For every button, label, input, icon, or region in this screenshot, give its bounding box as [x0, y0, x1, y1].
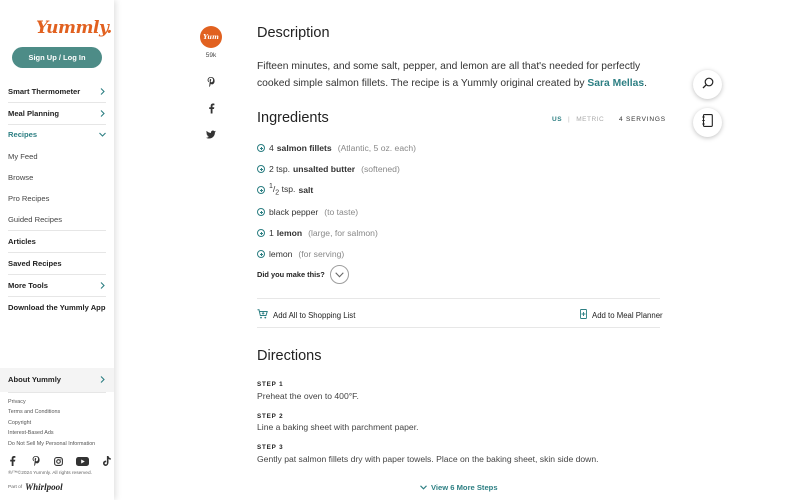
copyright-link[interactable]: Copyright	[8, 420, 32, 426]
divider	[257, 327, 660, 328]
add-to-meal-planner-button[interactable]	[580, 309, 663, 321]
ingredient-qty: $^1/_2$ tsp.	[269, 183, 296, 197]
add-ingredient-icon[interactable]	[257, 186, 265, 194]
ingredient-row[interactable]	[257, 205, 358, 219]
ingredient-note: (Atlantic, 5 oz. each)	[337, 143, 417, 153]
author-link[interactable]: Sara Mellas	[587, 78, 645, 89]
pinterest-icon[interactable]	[30, 456, 41, 466]
sidebar-item-guided-recipes[interactable]	[8, 209, 106, 230]
sidebar-item-articles[interactable]	[8, 231, 106, 252]
view-more-steps-button[interactable]	[420, 483, 498, 492]
shopping-list-label: Add All to Shopping List	[273, 310, 356, 320]
ingredient-note: (for serving)	[298, 249, 345, 259]
sidebar-item-about[interactable]	[8, 369, 106, 390]
ingredient-name: lemon	[276, 228, 303, 238]
add-ingredient-icon[interactable]	[257, 229, 265, 237]
ingredient-name: salt	[298, 185, 314, 195]
sidebar-item-label: My Feed	[8, 152, 38, 161]
interest-ads-link[interactable]: Interest-Based Ads	[8, 430, 54, 436]
sidebar-item-browse[interactable]	[8, 167, 106, 188]
sidebar-item-download-app[interactable]	[8, 297, 106, 318]
copyright-text: ®/™©2024 Yummly. All rights reserved.	[8, 471, 92, 476]
chevron-right-icon	[98, 110, 106, 118]
ingredient-row[interactable]	[257, 226, 378, 240]
twitter-share-icon[interactable]	[205, 128, 217, 140]
recipe-list-button[interactable]	[693, 108, 722, 137]
ingredient-qty: 2 tsp.	[269, 164, 291, 174]
chevron-right-icon	[98, 282, 106, 290]
sidebar-item-meal-planning[interactable]	[8, 103, 106, 124]
part-of-whirlpool	[8, 482, 63, 492]
ingredient-qty: 4	[269, 143, 274, 153]
add-ingredient-icon[interactable]	[257, 208, 265, 216]
instagram-icon[interactable]	[53, 457, 64, 466]
sidebar-item-label: Saved Recipes	[8, 259, 62, 268]
made-it-label: Did you make this?	[257, 270, 325, 279]
sidebar-item-recipes[interactable]	[8, 124, 106, 145]
sidebar-item-label: Download the Yummly App	[8, 303, 106, 312]
sidebar-item-more-tools[interactable]	[8, 275, 106, 296]
ingredient-name: black pepper	[269, 207, 319, 217]
ingredient-row[interactable]	[257, 162, 400, 176]
description-heading: Description	[257, 25, 330, 41]
social-links	[7, 456, 112, 466]
made-it-button[interactable]	[330, 265, 349, 284]
add-ingredient-icon[interactable]	[257, 250, 265, 258]
chevron-down-icon	[98, 131, 106, 139]
signup-login-button[interactable]: Sign Up / Log In	[12, 47, 102, 68]
meal-planner-icon	[580, 309, 587, 321]
facebook-share-icon[interactable]	[205, 102, 217, 114]
add-ingredient-icon[interactable]	[257, 165, 265, 173]
add-to-shopping-list-button[interactable]	[257, 309, 355, 321]
unit-us-option[interactable]: US	[552, 116, 563, 123]
unit-metric-option[interactable]: METRIC	[576, 116, 605, 123]
sidebar-item-label: Smart Thermometer	[8, 87, 81, 96]
privacy-link[interactable]: Privacy	[8, 399, 26, 405]
notebook-icon	[702, 114, 713, 132]
pinterest-share-icon[interactable]	[205, 76, 217, 88]
ingredient-note: (large, for salmon)	[308, 228, 378, 238]
chevron-down-icon	[420, 483, 427, 492]
ingredient-name: lemon	[269, 249, 293, 259]
sidebar-item-label: Articles	[8, 237, 36, 246]
step-text: Line a baking sheet with parchment paper.	[257, 422, 419, 432]
ingredient-note: (to taste)	[324, 207, 359, 217]
sidebar-item-label: About Yummly	[8, 375, 62, 384]
sidebar-item-label: Guided Recipes	[8, 215, 63, 224]
step-label: STEP 1	[257, 381, 284, 388]
part-of-label: Part of	[8, 484, 23, 490]
servings-count: 4 SERVINGS	[619, 116, 666, 123]
step-text: Preheat the oven to 400°F.	[257, 391, 359, 401]
sidebar-item-label: Meal Planning	[8, 109, 60, 118]
divider	[257, 298, 660, 299]
sidebar-item-pro-recipes[interactable]	[8, 188, 106, 209]
sidebar	[0, 0, 114, 500]
unit-toggle	[552, 116, 604, 123]
description-end: .	[644, 78, 647, 89]
youtube-icon[interactable]	[76, 457, 89, 466]
tiktok-icon[interactable]	[101, 456, 112, 466]
sidebar-item-saved-recipes[interactable]	[8, 253, 106, 274]
yum-count: 59k	[205, 52, 217, 59]
ingredient-name: salmon fillets	[276, 143, 332, 153]
ingredient-name: unsalted butter	[293, 164, 356, 174]
chevron-right-icon	[98, 376, 106, 384]
description-text	[257, 58, 652, 92]
add-ingredient-icon[interactable]	[257, 144, 265, 152]
meal-planner-label: Add to Meal Planner	[592, 310, 663, 320]
whirlpool-logo[interactable]: Whirlpool	[25, 482, 63, 492]
sidebar-item-smart-thermometer[interactable]	[8, 81, 106, 102]
ingredient-note: (softened)	[361, 164, 400, 174]
fraction-numerator: 1	[269, 183, 273, 191]
ingredient-qty: 1	[269, 228, 274, 238]
sidebar-item-label: More Tools	[8, 281, 48, 290]
sidebar-item-my-feed[interactable]	[8, 146, 106, 167]
fraction-denominator: 2	[275, 189, 280, 197]
chevron-down-icon	[335, 272, 344, 278]
sidebar-item-label: Browse	[8, 173, 34, 182]
sidebar-divider	[8, 392, 106, 393]
ingredient-row[interactable]	[257, 183, 319, 197]
ingredient-row[interactable]	[257, 247, 344, 261]
yummly-logo[interactable]: Yummly.	[36, 18, 112, 38]
search-icon	[702, 76, 714, 94]
step-text: Gently pat salmon fillets dry with paper towels. Place on the baking sheet, skin side down.	[257, 454, 599, 464]
ingredient-unit: tsp.	[281, 184, 296, 195]
step-label: STEP 2	[257, 413, 284, 420]
sidebar-item-label: Recipes	[8, 130, 38, 139]
unit-separator: |	[568, 116, 571, 123]
step-label: STEP 3	[257, 444, 284, 451]
do-not-sell-link[interactable]: Do Not Sell My Personal Information	[8, 441, 96, 447]
directions-heading: Directions	[257, 348, 322, 364]
ingredients-heading: Ingredients	[257, 110, 329, 126]
yum-button[interactable]: Yum	[200, 26, 222, 48]
sidebar-item-label: Pro Recipes	[8, 194, 50, 203]
about-section	[0, 368, 114, 392]
ingredient-row[interactable]	[257, 141, 416, 155]
chevron-right-icon	[98, 88, 106, 96]
view-more-steps-label: View 6 More Steps	[431, 483, 498, 492]
shopping-cart-icon	[257, 309, 268, 321]
terms-link[interactable]: Terms and Conditions	[8, 409, 61, 415]
search-button[interactable]	[693, 70, 722, 99]
description-body: Fifteen minutes, and some salt, pepper, and lemon are all that's needed for perfectly cooked simple salmon fillets. The recipe is a Yummly original created by	[257, 61, 641, 89]
facebook-icon[interactable]	[7, 456, 18, 466]
